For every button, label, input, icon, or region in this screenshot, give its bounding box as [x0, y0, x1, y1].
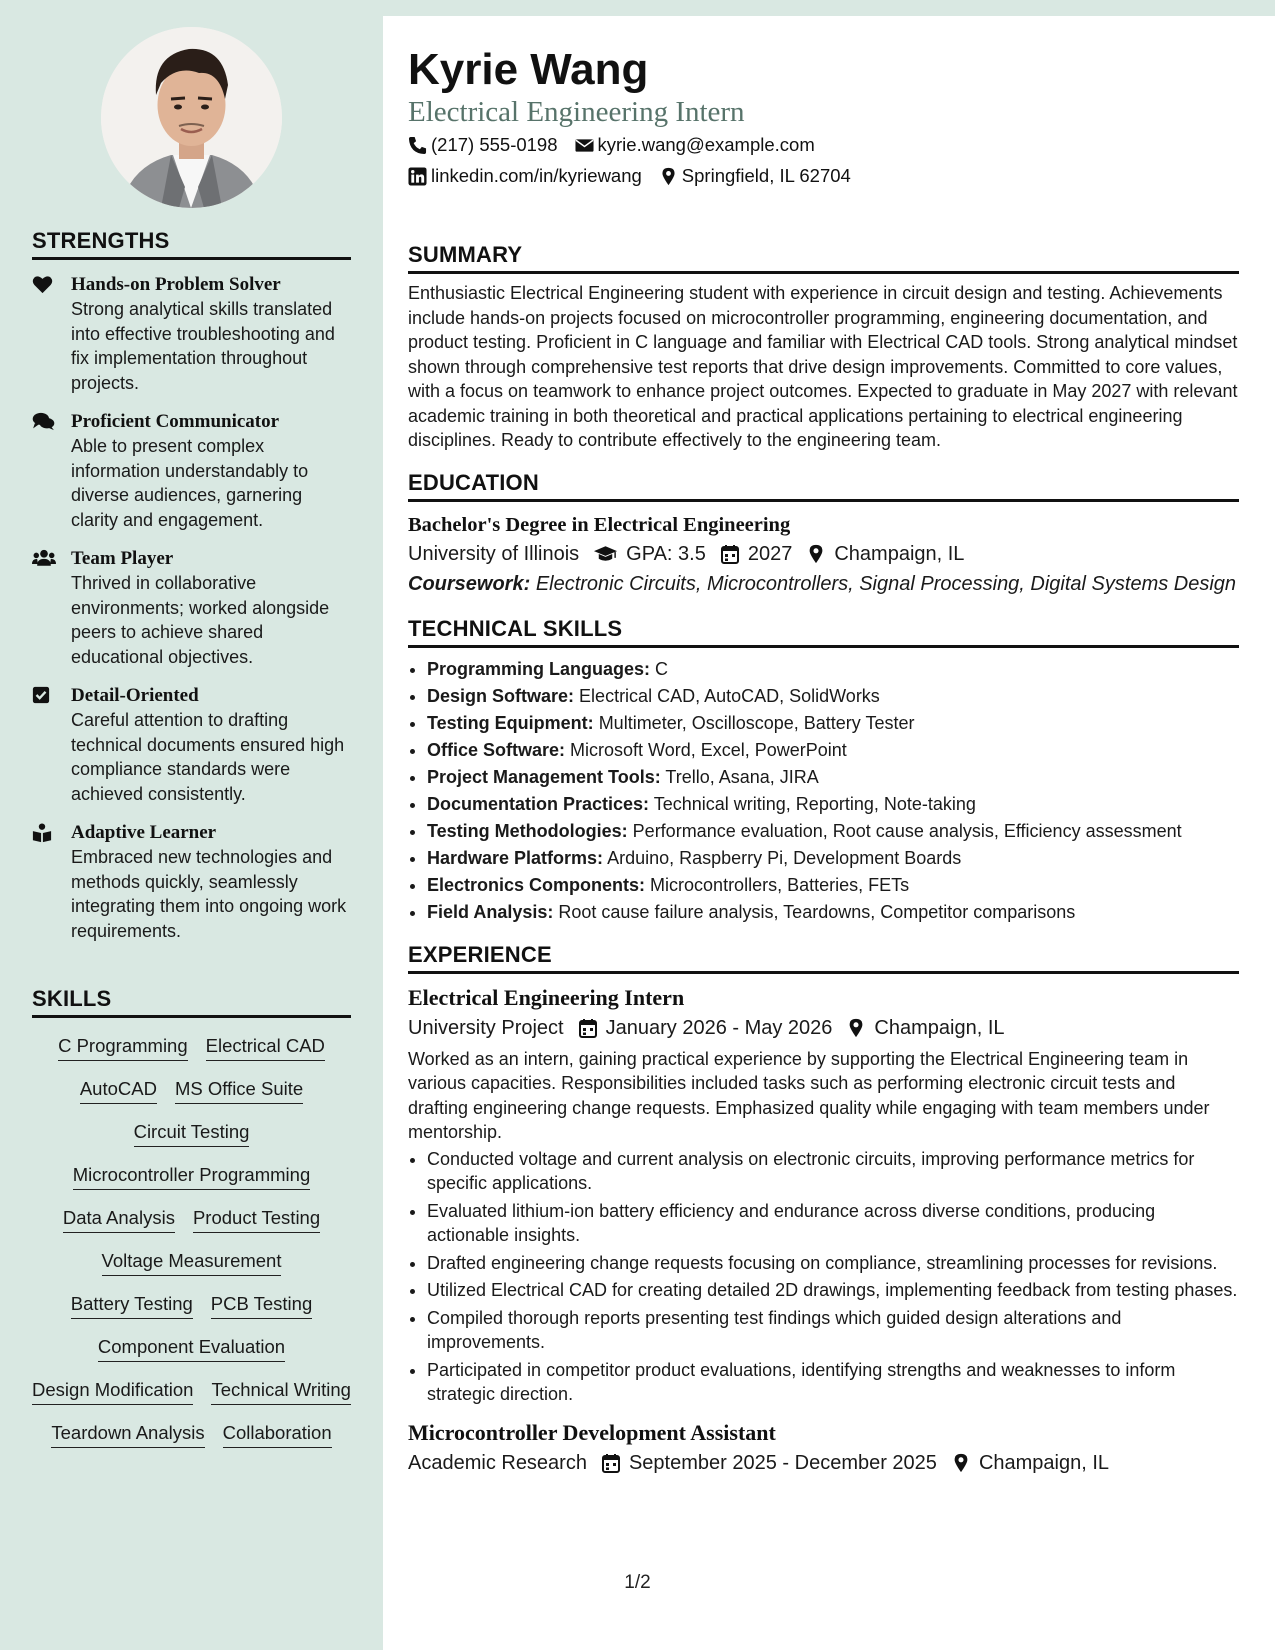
list-item: • Drafted engineering change requests focusing on compliance, streamlining processes for revisions. — [427, 1251, 1239, 1276]
phone-icon — [408, 136, 427, 155]
skill-chip: C Programming — [58, 1034, 188, 1061]
skills-list — [32, 1034, 351, 1448]
technical-skills-title: TECHNICAL SKILLS — [408, 616, 1239, 648]
list-item: • Hardware Platforms: Arduino, Raspberry Pi, Development Boards — [427, 845, 1239, 872]
contact-row-1 — [408, 133, 1239, 157]
email-link[interactable]: kyrie.wang@example.com — [597, 134, 815, 155]
education-title: EDUCATION — [408, 470, 1239, 502]
technical-skills-section — [408, 616, 1239, 926]
list-item: • Participated in competitor product evaluations, identifying strengths and weaknesses to inform strategic direction. — [427, 1358, 1239, 1407]
skill-chip: Technical Writing — [211, 1378, 351, 1405]
degree-title: Bachelor's Degree in Electrical Engineering — [408, 513, 791, 536]
education-meta — [408, 540, 1239, 568]
gpa-text: GPA: 3.5 — [626, 542, 706, 565]
map-marker-icon — [951, 1453, 971, 1473]
list-item: • Evaluated lithium-ion battery efficiency and endurance across diverse conditions, producing actionable insights. — [427, 1199, 1239, 1248]
resume-body — [408, 242, 1239, 1477]
summary-text: Enthusiastic Electrical Engineering student with experience in circuit design and testing. Achievements include hands-on projects focused on microcontroller programming, engineering documentation, and product testing. Proficient in C language and familiar with Electrical CAD tools. Strong analytical mindset shown through comprehensive test reports that drive design improvements. Committed to core values, with a focus on teamwork to enhance project outcomes. Expected to graduate in May 2027 with relevant academic training in both theoretical and practical applications pertaining to electrical engineering disciplines. Ready to contribute effectively to the engineering team. — [408, 283, 1238, 450]
list-item: • Utilized Electrical CAD for creating detailed 2D drawings, implementing feedback from testing phases. — [427, 1278, 1239, 1303]
job-meta — [408, 1014, 1239, 1042]
list-item: • Programming Languages: C — [427, 656, 1239, 683]
job-location: Champaign, IL — [874, 1016, 1005, 1039]
strengths-title: STRENGTHS — [32, 228, 351, 260]
list-item: • Field Analysis: Root cause failure analysis, Teardowns, Competitor comparisons — [427, 899, 1239, 926]
skill-chip: MS Office Suite — [175, 1077, 303, 1104]
calendar-icon — [720, 544, 740, 564]
list-item: • Testing Methodologies: Performance evaluation, Root cause analysis, Efficiency assessment — [427, 818, 1239, 845]
skill-chip: AutoCAD — [80, 1077, 157, 1104]
calendar-icon — [601, 1453, 621, 1473]
list-item: • Testing Equipment: Multimeter, Oscilloscope, Battery Tester — [427, 710, 1239, 737]
job-location: Champaign, IL — [978, 1451, 1110, 1474]
skill-chip: Teardown Analysis — [51, 1421, 204, 1448]
heart-icon — [32, 275, 54, 295]
technical-skills-list — [408, 656, 1239, 926]
job-org: Academic Research — [408, 1451, 587, 1474]
list-item: • Compiled thorough reports presenting test findings which guided design alterations and improvements. — [427, 1306, 1239, 1355]
skill-chip: Product Testing — [193, 1206, 320, 1233]
skill-chip: PCB Testing — [211, 1292, 312, 1319]
school-location: Champaign, IL — [834, 542, 965, 565]
list-item: • Project Management Tools: Trello, Asana, JIRA — [427, 764, 1239, 791]
strength-item: Hands-on Problem Solver Strong analytical skills translated into effective troubleshooting and fix implementation throughout projects. — [32, 273, 351, 395]
list-item: • Documentation Practices: Technical writing, Reporting, Note-taking — [427, 791, 1239, 818]
check-square-icon — [32, 686, 54, 706]
map-marker-icon — [659, 167, 678, 186]
graduation-cap-icon — [593, 544, 618, 564]
skill-chip: Collaboration — [223, 1421, 332, 1448]
users-icon — [32, 549, 54, 569]
skills-title: SKILLS — [32, 986, 351, 1018]
experience-title: EXPERIENCE — [408, 942, 1239, 974]
comments-icon — [32, 412, 54, 432]
book-reader-icon — [32, 823, 54, 843]
job-org: University Project — [408, 1016, 564, 1039]
job-dates: January 2026 - May 2026 — [605, 1016, 833, 1039]
job-entry — [408, 1419, 1239, 1477]
job-title: Microcontroller Development Assistant — [408, 1419, 776, 1445]
resume-header — [408, 45, 1239, 188]
summary-section — [408, 242, 1239, 453]
candidate-name: Kyrie Wang — [408, 45, 649, 94]
strength-item: Proficient Communicator Able to present complex information understandably to diverse audiences, garnering clarity and engagement. — [32, 410, 351, 532]
summary-title: SUMMARY — [408, 242, 1239, 274]
calendar-icon — [578, 1018, 598, 1038]
job-dates: September 2025 - December 2025 — [628, 1451, 937, 1474]
job-description: Worked as an intern, gaining practical experience by supporting the Electrical Engineering team in various capacities. Responsibilities included tasks such as performing electronic circuit tests and drafting engineering change requests. Emphasized quality while engaging with team members under mentorship. — [408, 1048, 1210, 1142]
skill-chip: Data Analysis — [63, 1206, 175, 1233]
skill-chip: Voltage Measurement — [102, 1249, 282, 1276]
location-text: Springfield, IL 62704 — [681, 165, 851, 186]
job-meta — [408, 1449, 1239, 1477]
phone-text: (217) 555-0198 — [431, 134, 558, 155]
skills-section — [32, 986, 351, 1448]
candidate-role: Electrical Engineering Intern — [408, 96, 745, 128]
skill-chip: Design Modification — [32, 1378, 193, 1405]
list-item: • Conducted voltage and current analysis on electronic circuits, improving performance metrics for specific applications. — [427, 1147, 1239, 1196]
list-item: • Design Software: Electrical CAD, AutoCAD, SolidWorks — [427, 683, 1239, 710]
contact-row-2 — [408, 164, 1239, 188]
strength-item: Team Player Thrived in collaborative environments; worked alongside peers to achieve shared educational objectives. — [32, 547, 351, 669]
linkedin-icon — [408, 167, 427, 186]
job-bullets — [408, 1147, 1239, 1407]
strengths-section — [32, 228, 351, 958]
profile-photo — [101, 27, 282, 208]
list-item: • Office Software: Microsoft Word, Excel, PowerPoint — [427, 737, 1239, 764]
list-item: • Electronics Components: Microcontrollers, Batteries, FETs — [427, 872, 1239, 899]
skill-chip: Battery Testing — [71, 1292, 193, 1319]
job-entry — [408, 984, 1239, 1407]
skill-chip: Component Evaluation — [98, 1335, 285, 1362]
graduation-year: 2027 — [747, 542, 793, 565]
skill-chip: Electrical CAD — [206, 1034, 325, 1061]
map-marker-icon — [806, 544, 826, 564]
experience-section — [408, 942, 1239, 1477]
skill-chip: Microcontroller Programming — [73, 1163, 310, 1190]
linkedin-link[interactable]: linkedin.com/in/kyriewang — [431, 165, 642, 186]
map-marker-icon — [846, 1018, 866, 1038]
strength-item: Adaptive Learner Embraced new technologies and methods quickly, seamlessly integrating them into ongoing work requirements. — [32, 821, 351, 943]
strength-item: Detail-Oriented Careful attention to drafting technical documents ensured high compliance standards were achieved consistently. — [32, 684, 351, 806]
school-name: University of Illinois — [408, 542, 580, 565]
envelope-icon — [575, 136, 594, 155]
education-section — [408, 470, 1239, 596]
coursework: Coursework: Electronic Circuits, Microcontrollers, Signal Processing, Digital Systems Design — [408, 572, 1237, 595]
page-number: 1/2 — [624, 1572, 651, 1593]
job-title: Electrical Engineering Intern — [408, 984, 685, 1010]
skill-chip: Circuit Testing — [134, 1120, 250, 1147]
